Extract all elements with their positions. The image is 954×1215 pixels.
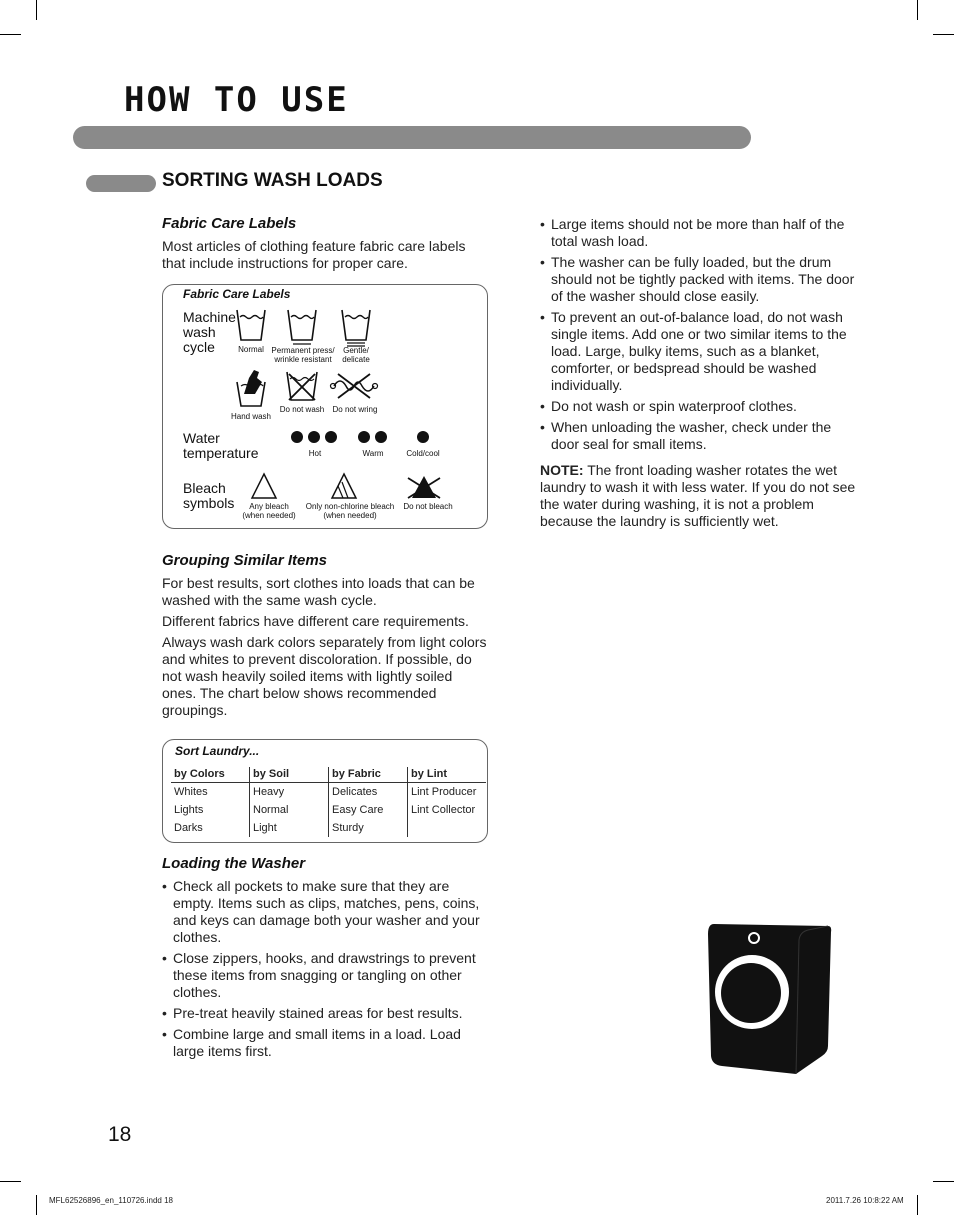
list-item: • To prevent an out-of-balance load, do not wash single items. Add one or two similar items to the load. Large, bulky items, such as a blanket, comforter, or bedspread should be washed individually. (540, 309, 862, 394)
crop-mark (0, 34, 21, 35)
category-bleach: Bleach symbols (183, 480, 235, 511)
table-cell: Lights (174, 803, 204, 816)
table-cell: Whites (174, 785, 208, 798)
list-item: • When unloading the washer, check under the door seal for small items. (540, 419, 862, 453)
page-number: 18 (108, 1123, 132, 1146)
table-row (171, 783, 486, 802)
crop-mark (917, 0, 918, 20)
fabric-care-intro: Most articles of clothing feature fabric care labels that include instructions for proper care. (162, 238, 466, 271)
fabric-care-heading: Fabric Care Labels (162, 215, 297, 232)
label-hand-wash: Hand wash (230, 412, 272, 421)
label-non-chlorine-bleach: Only non-chlorine bleach (when needed) (305, 502, 395, 520)
list-item: • Do not wash or spin waterproof clothes. (540, 398, 862, 415)
category-water-temperature: Water temperature (183, 430, 259, 461)
note-label: NOTE: (540, 462, 584, 478)
label-hot: Hot (308, 449, 322, 458)
table-cell: Delicates (329, 783, 408, 802)
page-header-title: HOW TO USE (124, 80, 349, 120)
crop-mark (36, 0, 37, 20)
do-not-wash-icon (285, 370, 319, 402)
section-title: SORTING WASH LOADS (162, 170, 383, 191)
grouping-text (162, 575, 488, 723)
wash-normal-icon (236, 308, 266, 342)
hot-water-icon (290, 430, 340, 444)
loading-heading: Loading the Washer (162, 855, 306, 872)
non-chlorine-bleach-icon (330, 472, 358, 500)
label-do-not-bleach: Do not bleach (403, 502, 453, 511)
table-cell: Normal (250, 801, 329, 819)
note-paragraph (540, 462, 862, 530)
crop-mark (0, 1181, 21, 1182)
grouping-paragraph: For best results, sort clothes into loads that can be washed with the same wash cycle. (162, 575, 475, 608)
crop-mark (917, 1195, 918, 1215)
wash-gentle-icon (341, 308, 371, 342)
table-row (171, 801, 486, 819)
column-header: by Fabric (329, 767, 408, 783)
crop-mark (933, 34, 954, 35)
hand-wash-icon (235, 368, 267, 408)
label-any-bleach: Any bleach (when needed) (242, 502, 296, 520)
grouping-heading: Grouping Similar Items (162, 552, 328, 569)
list-item: • Large items should not be more than half of the total wash load. (540, 216, 862, 250)
label-do-not-wash: Do not wash (279, 405, 325, 414)
table-row (171, 819, 486, 837)
wash-permanent-press-icon (287, 308, 317, 342)
grouping-paragraph: Always wash dark colors separately from light colors and whites to prevent discoloration. If possible, do not wash heavily soiled items with lightly soiled ones. The chart below shows recommended groupings. (162, 634, 487, 718)
column-header: by Soil (250, 767, 329, 783)
table-cell: Easy Care (329, 801, 408, 819)
section-marker (86, 175, 156, 192)
warm-water-icon (357, 430, 389, 444)
right-bullet-list (540, 216, 862, 457)
label-warm: Warm (362, 449, 384, 458)
crop-mark (933, 1181, 954, 1182)
table-cell: Sturdy (329, 819, 408, 837)
fabric-care-box-title: Fabric Care Labels (183, 287, 291, 301)
table-cell: Heavy (250, 783, 329, 802)
cold-water-icon (416, 430, 430, 444)
sort-laundry-title: Sort Laundry... (175, 744, 260, 758)
list-item: • Check all pockets to make sure that they are empty. Items such as clips, matches, pens, coins, and keys can damage both your washer and your clothes. (162, 878, 484, 946)
label-gentle: Gentle/ delicate (342, 346, 370, 364)
sort-laundry-table (171, 767, 486, 837)
do-not-wring-icon (330, 372, 378, 400)
table-cell: Lint Producer (408, 783, 487, 802)
any-bleach-icon (250, 472, 278, 500)
table-cell: Lint Collector (408, 801, 487, 819)
category-machine-wash: Machine wash cycle (183, 309, 236, 355)
note-text: The front loading washer rotates the wet laundry to wash it with less water. If you do not see the water during washing, it is not a problem because the laundry is sufficiently wet. (540, 462, 856, 529)
washer-illustration-icon (700, 920, 834, 1076)
loading-bullet-list (162, 878, 484, 1064)
column-header: by Lint (408, 767, 487, 783)
footer-timestamp: 2011.7.26 10:8:22 AM (826, 1196, 904, 1205)
label-cold: Cold/cool (406, 449, 440, 458)
do-not-bleach-icon (406, 474, 442, 500)
table-cell (408, 819, 487, 837)
label-do-not-wring: Do not wring (332, 405, 378, 414)
list-item: • Close zippers, hooks, and drawstrings to prevent these items from snagging or tangling on other clothes. (162, 950, 484, 1001)
crop-mark (36, 1195, 37, 1215)
list-item: • The washer can be fully loaded, but the drum should not be tightly packed with items. The door of the washer should close easily. (540, 254, 862, 305)
label-permanent-press: Permanent press/ wrinkle resistant (271, 346, 335, 364)
table-header-row (171, 767, 486, 783)
list-item: • Combine large and small items in a load. Load large items first. (162, 1026, 484, 1060)
grouping-paragraph: Different fabrics have different care requirements. (162, 613, 469, 629)
list-item: • Pre-treat heavily stained areas for best results. (162, 1005, 484, 1022)
column-header: by Colors (171, 767, 250, 783)
table-cell: Darks (174, 821, 203, 834)
label-normal: Normal (238, 345, 264, 354)
header-bar (73, 126, 751, 149)
footer-file: MFL62526896_en_110726.indd 18 (49, 1196, 173, 1205)
table-cell: Light (250, 819, 329, 837)
